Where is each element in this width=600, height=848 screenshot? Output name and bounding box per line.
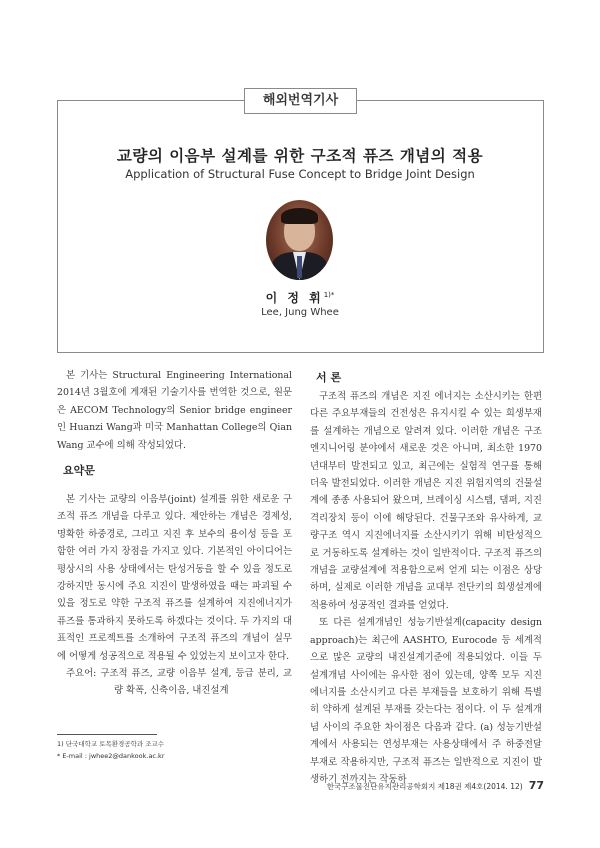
author-superscript: 1)* xyxy=(323,291,335,299)
introduction-column xyxy=(310,388,542,788)
footnote-divider xyxy=(57,734,157,735)
intro-note xyxy=(57,367,292,454)
page-number: 77 xyxy=(528,779,544,792)
photo-tie xyxy=(297,256,302,278)
photo-hair xyxy=(281,208,318,224)
category-tag: 해외번역기사 xyxy=(244,88,357,114)
introduction-paragraph-2: 또 다른 설계개념인 성능기반설계(capacity design approach)는 최근에 AASHTO, Eurocode 등 세계적으로 많은 교량의 내진설계기준에 적용되었다. 이들 두 설계개념 사이에는 유사한 점이 있는데, 양쪽 모두 지진에너지를 소산시키고 다른 부재들을 보호하기 위해 특별히 약하게 설계된 부재를 갖는다는 점이다. 이 두 설계개념 사이의 주요한 차이점은 다음과 같다. (a) 성능기반설계에서 사용되는 연성부재는 사용상태에서 주 하중전달 부재로 작용하지만, 구조적 퓨즈는 일반적으로 지진이 발생하기 전까지는 작동하 xyxy=(310,617,542,785)
summary-heading: 요약문 xyxy=(63,464,95,477)
intro-text: 본 기사는 Structural Engineering International 2014년 3월호에 게재된 기술기사를 번역한 것으로, 원문은 AECOM Technology의 Senior bridge engineer인 Huanzi Wang과 미국 Manhattan College의 Qian Wang 교수에 의해 작성되었다. xyxy=(57,370,292,451)
journal-citation: 한국구조물진단유지관리공학회지 제18권 제4호(2014. 12) xyxy=(326,782,523,791)
footnote-affiliation: 1) 단국대학교 토목환경공학과 조교수 xyxy=(57,740,165,748)
author-name-korean xyxy=(0,289,600,306)
author-photo xyxy=(266,200,333,280)
page-footer xyxy=(327,779,544,792)
author-name: 이 정 휘 xyxy=(265,291,324,305)
introduction-paragraph-1: 구조적 퓨즈의 개념은 지진 에너지는 소산시키는 한편 다른 주요부재들의 건전성은 유지시킬 수 있는 희생부재를 설계하는 개념으로 알려져 있다. 이러한 개념은 구조 엔지니어링 분야에서 새로운 것은 아니며, 최소한 1970년대부터 발전되고 있고, 최근에는 실험적 연구를 통해 더욱 발전되었다. 이러한 개념은 지진 위험지역의 건물설계에 종종 사용되어 왔으며, 브레이싱 시스템, 댐퍼, 지진 격리장치 등이 이에 해당된다. 건물구조와 유사하게, 교량구조 역시 지진에너지를 소산시키기 위해 비탄성적으로 거동하도록 설계하는 것이 일반적이다. 구조적 퓨즈의 개념을 교량설계에 적용함으로써 얻게 되는 이점은 상당하며, 실제로 이러한 개념을 교대부 전단키의 희생설계에 적용하여 성공적인 결과를 얻었다. xyxy=(310,391,542,611)
summary-body-column xyxy=(57,491,292,700)
title-english: Application of Structural Fuse Concept to Bridge Joint Design xyxy=(125,167,475,181)
summary-body: 본 기사는 교량의 이음부(joint) 설계를 위한 새로운 구조적 퓨즈 개념을 다루고 있다. 제안하는 개념은 경제성, 명확한 하중경로, 그리고 지진 후 보수의 용이성 등을 포함한 여러 가지 장점을 가지고 있다. 기본적인 아이디어는 평상시의 사용 상태에서는 탄성거동을 할 수 있을 정도로 강하지만 동시에 주요 지진이 발생하였을 때는 파괴될 수 있을 정도로 약한 구조적 퓨즈를 설계하여 지진에너지가 퓨즈를 통과하지 못하도록 하겠다는 것이다. 두 가지의 대표적인 프로젝트를 소개하여 구조적 퓨즈의 개념이 실무에 어떻게 성공적으로 적용될 수 있었는지 보이고자 한다. xyxy=(57,494,292,662)
title-korean: 교량의 이음부 설계를 위한 구조적 퓨즈 개념의 적용 xyxy=(116,146,484,165)
introduction-heading: 서 론 xyxy=(316,371,342,384)
footnote-email: * E-mail : jwhee2@dankook.ac.kr xyxy=(57,752,165,760)
author-name-english: Lee, Jung Whee xyxy=(261,307,339,318)
summary-keywords: 주요어: 구조적 퓨즈, 교량 이음부 설계, 등급 분리, 교량 확폭, 신축이음, 내진설계 xyxy=(66,668,292,697)
